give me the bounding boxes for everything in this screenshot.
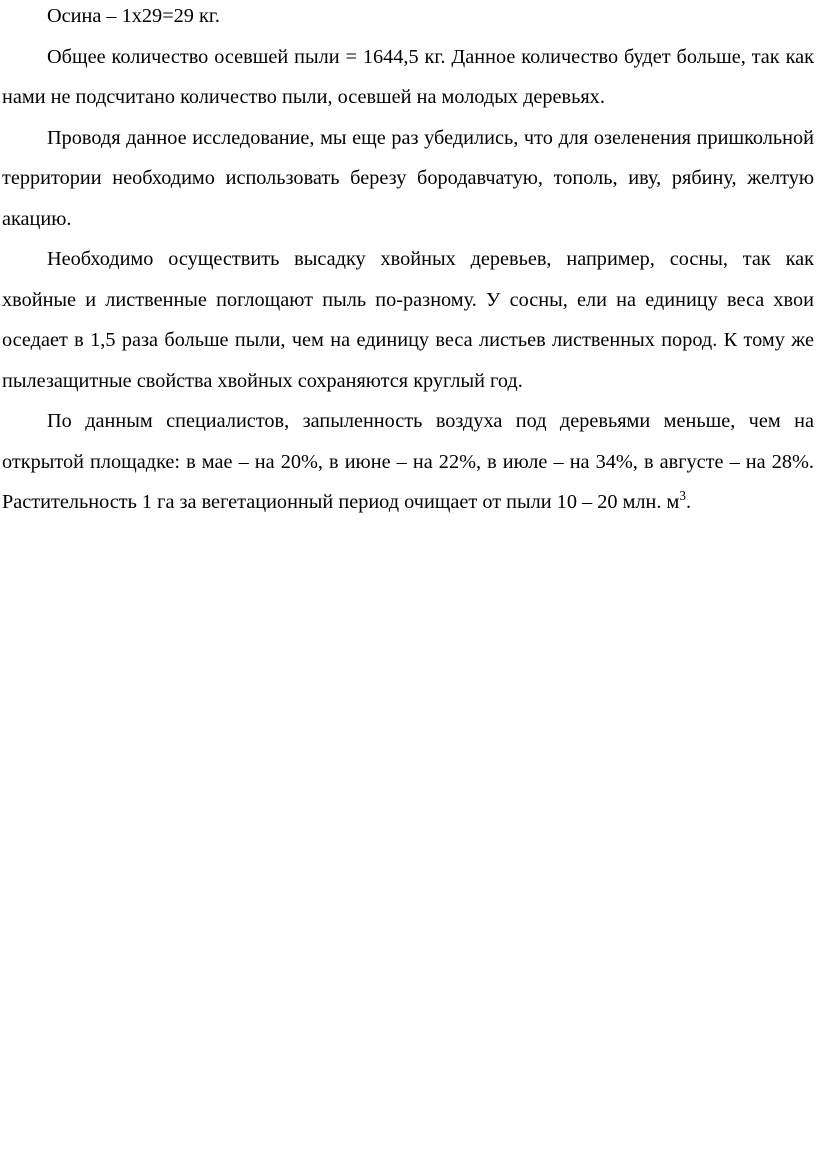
paragraph-specialist-data — [2, 401, 814, 523]
document-body — [2, 0, 814, 523]
paragraph-aspen-dust — [2, 0, 814, 37]
paragraph-tail: . — [685, 491, 692, 513]
superscript-exponent: 3 — [679, 488, 686, 504]
paragraph-text: По данным специалистов, запыленность воздуха под деревьями меньше, чем на открытой площадке: в мае – на 20%, в июне – на 22%, в июле – на 34%, в августе – на 28%. Растительность 1 га за вегетационный период очищает от пыли 10 – 20 млн. м — [2, 410, 814, 513]
paragraph-text: Необходимо осуществить высадку хвойных деревьев, например, сосны, так как хвойные и лиственные поглощают пыль по-разному. У сосны, ели на единицу веса хвои оседает в 1,5 раза больше пыли, чем на единицу веса листьев лиственных пород. К тому же пылезащитные свойства хвойных сохраняются круглый год. — [2, 248, 814, 392]
paragraph-conifer-planting — [2, 239, 814, 401]
paragraph-text: Общее количество осевшей пыли = 1644,5 кг. Данное количество будет больше, так как нами не подсчитано количество пыли, осевшей на молодых деревьях. — [2, 45, 814, 108]
paragraph-text: Осина – 1х29=29 кг. — [47, 5, 220, 27]
paragraph-total-dust — [2, 37, 814, 118]
paragraph-research-conclusion — [2, 118, 814, 240]
paragraph-text: Проводя данное исследование, мы еще раз убедились, что для озеленения пришкольной территории необходимо использовать березу бородавчатую, тополь, иву, рябину, желтую акацию. — [2, 126, 814, 230]
